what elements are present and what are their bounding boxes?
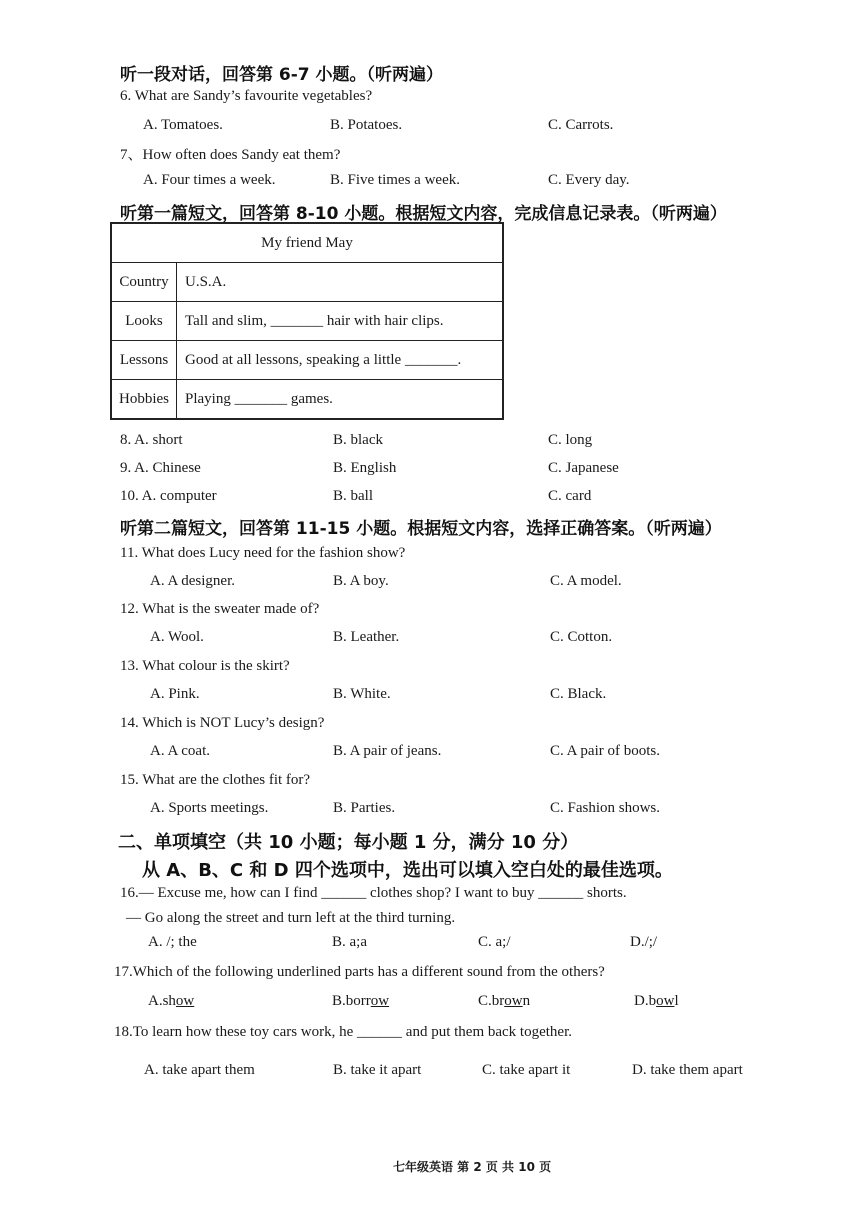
question-9-option-a: 9. A. Chinese (120, 460, 201, 476)
table-label-country: Country (111, 263, 177, 302)
question-7-option-c: C. Every day. (548, 172, 630, 188)
question-15-option-a: A. Sports meetings. (150, 800, 269, 816)
question-16-line-1: 16.— Excuse me, how can I find ______ clothes shop? I want to buy ______ shorts. (120, 885, 627, 901)
question-8-option-c: C. long (548, 432, 593, 448)
question-17-option-d: D.bowl (634, 993, 679, 1009)
question-6-option-a: A. Tomatoes. (143, 117, 223, 133)
question-11-option-a: A. A designer. (150, 573, 235, 589)
question-18-option-a: A. take apart them (144, 1062, 255, 1078)
question-9-option-c: C. Japanese (548, 460, 619, 476)
table-row (111, 302, 503, 341)
question-7-option-b: B. Five times a week. (330, 172, 460, 188)
question-10-option-b: B. ball (333, 488, 373, 504)
question-13-option-c: C. Black. (550, 686, 607, 702)
question-7-stem: 7、How often does Sandy eat them? (120, 147, 341, 163)
section-heading-6-7: 听一段对话，回答第 6-7 小题。（听两遍） (120, 65, 444, 85)
table-value-lessons: Good at all lessons, speaking a little _______. (177, 341, 504, 380)
question-17-option-c: C.brown (478, 993, 531, 1009)
table-value-hobbies: Playing _______ games. (177, 380, 504, 420)
question-18-option-c: C. take apart it (482, 1062, 571, 1078)
question-14-stem: 14. Which is NOT Lucy’s design? (120, 715, 325, 731)
section-heading-11-15: 听第二篇短文，回答第 11-15 小题。根据短文内容，选择正确答案。（听两遍） (120, 519, 722, 539)
question-16-line-2: — Go along the street and turn left at the third turning. (126, 910, 456, 926)
table-row (111, 263, 503, 302)
table-row (111, 380, 503, 420)
question-17-option-a: A.show (148, 993, 195, 1009)
table-label-lessons: Lessons (111, 341, 177, 380)
part-2-instruction: 从 A、B、C 和 D 四个选项中，选出可以填入空白处的最佳选项。 (142, 860, 673, 881)
question-16-option-c: C. a;/ (478, 934, 511, 950)
question-13-option-b: B. White. (333, 686, 391, 702)
question-12-option-c: C. Cotton. (550, 629, 613, 645)
question-17-option-b: B.borrow (332, 993, 390, 1009)
part-2-heading: 二、单项填空（共 10 小题；每小题 1 分，满分 10 分） (118, 832, 579, 853)
question-18-option-b: B. take it apart (333, 1062, 422, 1078)
question-6-option-b: B. Potatoes. (330, 117, 403, 133)
question-14-option-a: A. A coat. (150, 743, 210, 759)
question-18-option-d: D. take them apart (632, 1062, 743, 1078)
question-9-option-b: B. English (333, 460, 397, 476)
table-title: My friend May (111, 223, 503, 263)
question-10-option-c: C. card (548, 488, 592, 504)
table-label-hobbies: Hobbies (111, 380, 177, 420)
question-12-option-b: B. Leather. (333, 629, 400, 645)
question-11-stem: 11. What does Lucy need for the fashion show? (120, 545, 406, 561)
question-16-option-a: A. /; the (148, 934, 197, 950)
table-value-country: U.S.A. (177, 263, 504, 302)
question-18-stem: 18.To learn how these toy cars work, he ______ and put them back together. (114, 1024, 572, 1040)
question-6-option-c: C. Carrots. (548, 117, 614, 133)
question-10-option-a: 10. A. computer (120, 488, 217, 504)
question-14-option-c: C. A pair of boots. (550, 743, 661, 759)
question-13-stem: 13. What colour is the skirt? (120, 658, 290, 674)
question-15-stem: 15. What are the clothes fit for? (120, 772, 311, 788)
question-15-option-c: C. Fashion shows. (550, 800, 661, 816)
question-6-stem: 6. What are Sandy’s favourite vegetables? (120, 88, 373, 104)
page-footer: 七年级英语 第 2 页 共 10 页 (393, 1160, 552, 1174)
table-row (111, 341, 503, 380)
question-13-option-a: A. Pink. (150, 686, 200, 702)
section-heading-8-10: 听第一篇短文，回答第 8-10 小题。根据短文内容，完成信息记录表。（听两遍） (120, 204, 727, 224)
question-17-stem: 17.Which of the following underlined parts has a different sound from the others? (114, 964, 605, 980)
question-16-option-b: B. a;a (332, 934, 367, 950)
question-12-option-a: A. Wool. (150, 629, 204, 645)
question-14-option-b: B. A pair of jeans. (333, 743, 442, 759)
table-label-looks: Looks (111, 302, 177, 341)
question-7-option-a: A. Four times a week. (143, 172, 276, 188)
table-value-looks: Tall and slim, _______ hair with hair clips. (177, 302, 504, 341)
info-record-table (110, 222, 504, 420)
question-8-option-a: 8. A. short (120, 432, 183, 448)
question-8-option-b: B. black (333, 432, 383, 448)
question-11-option-c: C. A model. (550, 573, 622, 589)
question-12-stem: 12. What is the sweater made of? (120, 601, 320, 617)
question-16-option-d: D./;/ (630, 934, 658, 950)
question-11-option-b: B. A boy. (333, 573, 389, 589)
question-15-option-b: B. Parties. (333, 800, 396, 816)
